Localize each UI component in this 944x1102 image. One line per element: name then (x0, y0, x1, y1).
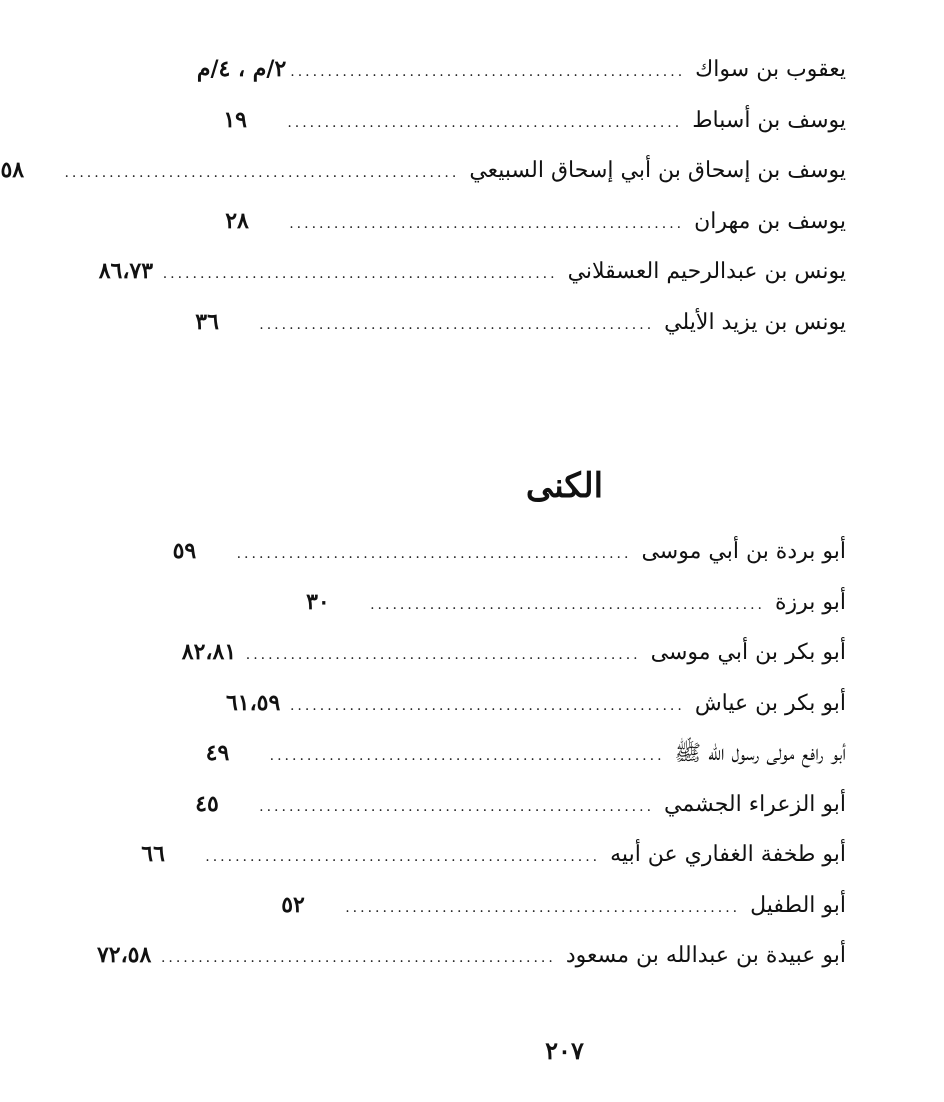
index-entry (195, 305, 846, 356)
index-list-kunya (96, 534, 846, 989)
entry-name: يونس بن عبدالرحيم العسقلاني (567, 259, 846, 284)
index-entry (225, 686, 846, 737)
leader-dots: ..................................................... (269, 748, 665, 764)
entry-name: أبو برزة (774, 589, 846, 615)
entry-pages: ٧٢،٥٨ (96, 942, 152, 968)
entry-pages: ٦١،٥٩ (225, 689, 281, 716)
entry-name: أبو رافع مولى رسول الله ﷺ (674, 741, 846, 766)
entry-pages: ٣٠ (306, 588, 330, 615)
entry-pages: ٤٩ (205, 740, 230, 766)
page-number: ٢٠٧ (545, 1036, 584, 1065)
entry-name: يونس بن يزيد الأيلي (664, 309, 846, 335)
entry-name: أبو طخفة الغفاري عن أبيه (610, 842, 846, 867)
index-entry (98, 254, 846, 305)
index-entry (196, 52, 846, 103)
entry-pages: ٣٦ (195, 308, 219, 335)
leader-dots: ..................................................... (160, 950, 556, 966)
leader-dots: ..................................................... (205, 849, 601, 865)
section-heading: الكنى (525, 466, 604, 506)
entry-pages: ١٩ (223, 106, 247, 133)
entry-name: يوسف بن إسحاق بن أبي إسحاق السبيعي (469, 158, 846, 183)
leader-dots: ..................................................... (259, 316, 655, 333)
leader-dots: ..................................................... (259, 798, 655, 815)
entry-name: أبو بكر بن أبي موسى (650, 640, 846, 665)
entry-pages: ٨٢،٨١ (181, 639, 237, 665)
leader-dots: ..................................................... (370, 596, 765, 613)
index-list-names (0, 52, 846, 355)
entry-name: أبو بكر بن عياش (694, 690, 846, 716)
index-entry (0, 153, 846, 204)
index-entry (96, 938, 846, 989)
entry-pages: ٥٨ (0, 157, 25, 183)
leader-dots: ..................................................... (289, 697, 685, 714)
entry-name: أبو عبيدة بن عبدالله بن مسعود (565, 943, 846, 968)
index-entry (181, 635, 846, 686)
leader-dots: ..................................................... (245, 647, 641, 663)
entry-pages: ٢٨ (225, 207, 249, 234)
index-entry (205, 736, 846, 787)
leader-dots: ..................................................... (162, 266, 558, 282)
leader-dots: ..................................................... (289, 215, 685, 232)
index-entry (306, 585, 846, 636)
entry-name: أبو الزعراء الجشمي (664, 791, 846, 817)
entry-name: أبو بردة بن أبي موسى (641, 539, 846, 564)
entry-name: يوسف بن مهران (694, 208, 846, 234)
leader-dots: ..................................................... (290, 64, 686, 80)
index-entry (225, 204, 846, 255)
index-entry (172, 534, 846, 585)
index-entry (223, 103, 846, 154)
entry-pages: ٦٦ (141, 841, 165, 867)
index-entry (141, 837, 846, 888)
entry-pages: ٥٩ (172, 538, 197, 564)
entry-pages: ٥٢ (281, 891, 305, 918)
leader-dots: ..................................................... (345, 899, 741, 916)
leader-dots: ..................................................... (287, 114, 683, 131)
entry-pages: ٤٥ (195, 790, 219, 817)
entry-name: أبو الطفيل (750, 892, 846, 918)
entry-name: يوسف بن أسباط (692, 107, 846, 133)
leader-dots: ..................................................... (236, 546, 632, 562)
leader-dots: ..................................................... (64, 165, 460, 181)
entry-name: يعقوب بن سواك (695, 57, 846, 82)
index-entry (281, 888, 846, 939)
index-entry (195, 787, 846, 838)
entry-pages: ٢/م ، ٤/م (196, 56, 287, 82)
entry-pages: ٨٦،٧٣ (98, 258, 154, 284)
